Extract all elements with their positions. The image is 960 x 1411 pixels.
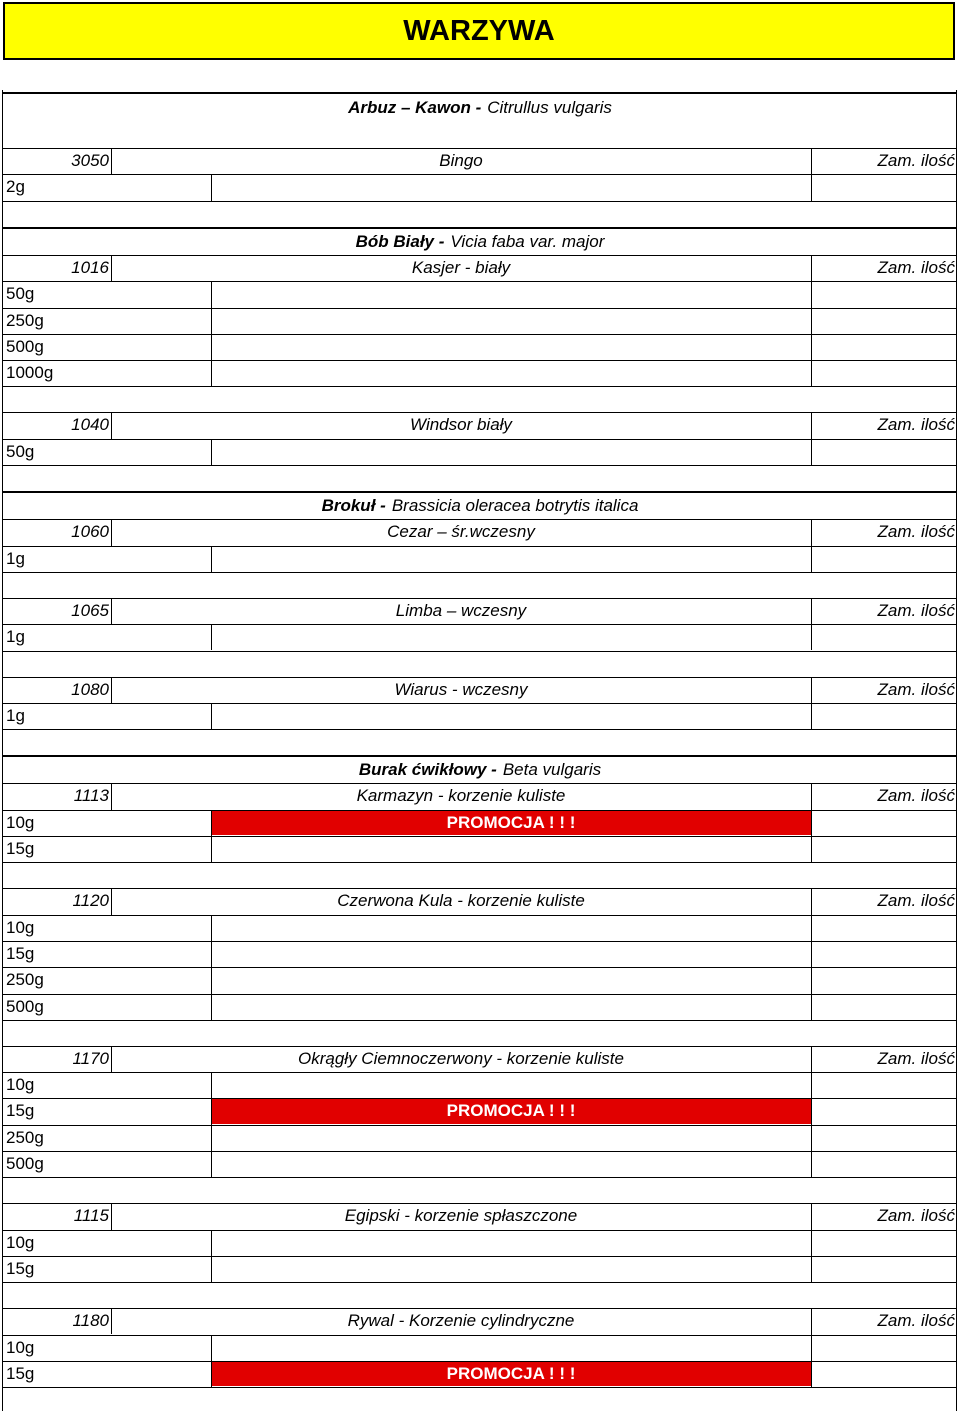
- package-row: [3, 967, 957, 993]
- order-quantity-input[interactable]: [811, 334, 957, 360]
- order-quantity-input[interactable]: [811, 915, 957, 941]
- species-common-name: Burak ćwikłowy -: [358, 760, 497, 780]
- species-latin-name: Brassicia oleracea botrytis italica: [391, 496, 639, 515]
- grid-line: [811, 519, 812, 572]
- order-quantity-input[interactable]: [811, 1335, 957, 1361]
- order-quantity-input[interactable]: [811, 624, 957, 650]
- package-weight: 15g: [6, 1258, 35, 1278]
- grid-line: [811, 677, 812, 730]
- package-weight: 250g: [6, 310, 44, 330]
- order-quantity-input[interactable]: [811, 810, 957, 836]
- grid-line: [211, 546, 212, 572]
- package-weight: 15g: [6, 839, 35, 858]
- variety-name: Wiarus - wczesny: [394, 679, 528, 699]
- grid-line: [3, 729, 957, 730]
- order-quantity-input[interactable]: [811, 308, 957, 334]
- grid-line: [3, 862, 957, 863]
- order-quantity-label: Zam. ilość: [877, 600, 955, 620]
- package-row: [3, 1072, 957, 1098]
- species-header: [3, 493, 957, 519]
- package-row: [3, 1230, 957, 1256]
- grid-line: [111, 783, 112, 809]
- variety-code: 3050: [71, 151, 109, 170]
- grid-line: [3, 651, 957, 652]
- variety-code: 1080: [71, 679, 109, 699]
- variety-header: [3, 677, 957, 703]
- variety-name: Czerwona Kula - korzenie kuliste: [337, 891, 585, 911]
- species-common-name: Arbuz – Kawon -: [348, 98, 482, 117]
- grid-line: [111, 677, 112, 703]
- grid-line: [3, 1177, 957, 1178]
- species-common-name: Bób Biały -: [355, 231, 445, 251]
- order-quantity-input[interactable]: [811, 281, 957, 307]
- package-row: [3, 915, 957, 941]
- order-quantity-label: Zam. ilość: [877, 522, 955, 542]
- grid-line: [811, 888, 812, 1020]
- variety-code: 1115: [73, 1206, 109, 1226]
- variety-name: Limba – wczesny: [395, 600, 527, 620]
- variety-code: 1170: [72, 1048, 109, 1068]
- variety-header: [3, 255, 957, 281]
- package-row: [3, 1125, 957, 1151]
- variety-header: [3, 1046, 957, 1072]
- package-weight: 1g: [6, 627, 25, 647]
- variety-name: Karmazyn - korzenie kuliste: [356, 786, 566, 806]
- grid-line: [211, 281, 212, 386]
- variety-code: 1040: [71, 415, 109, 435]
- grid-line: [111, 148, 112, 174]
- package-weight: 500g: [6, 1154, 44, 1173]
- package-weight: 500g: [6, 996, 44, 1016]
- order-quantity-input[interactable]: [811, 439, 957, 465]
- order-quantity-label: Zam. ilość: [877, 257, 955, 277]
- grid-line: [111, 1308, 112, 1334]
- species-name: [3, 94, 957, 122]
- species-latin-name: Vicia faba var. major: [450, 231, 605, 251]
- package-row: [3, 281, 957, 307]
- grid-line: [111, 888, 112, 914]
- grid-line: [3, 572, 957, 573]
- package-row: [3, 360, 957, 386]
- package-row: [3, 810, 957, 836]
- package-row: [3, 308, 957, 334]
- package-row: [3, 439, 957, 465]
- package-weight: 500g: [6, 336, 44, 356]
- variety-header: [3, 1308, 957, 1334]
- species-header: [3, 229, 957, 255]
- grid-line: [3, 465, 957, 466]
- order-quantity-input[interactable]: [811, 1072, 957, 1098]
- promo-banner: PROMOCJA ! ! !: [211, 811, 811, 835]
- order-quantity-input[interactable]: [811, 836, 957, 862]
- package-weight: 15g: [6, 943, 35, 963]
- order-quantity-input[interactable]: [811, 360, 957, 386]
- order-quantity-label: Zam. ilość: [877, 1311, 955, 1331]
- grid-line: [111, 255, 112, 281]
- variety-name: Windsor biały: [410, 415, 512, 435]
- grid-line: [811, 1203, 812, 1282]
- grid-line: [111, 1203, 112, 1229]
- order-quantity-input[interactable]: [811, 967, 957, 993]
- variety-header: [3, 783, 957, 809]
- package-row: [3, 546, 957, 572]
- grid-line: [811, 783, 812, 862]
- package-row: [3, 174, 957, 200]
- order-quantity-input[interactable]: [811, 941, 957, 967]
- package-weight: 250g: [6, 1127, 44, 1147]
- page-title: WARZYWA: [3, 2, 955, 60]
- grid-line: [111, 519, 112, 545]
- order-quantity-input[interactable]: [811, 1361, 957, 1387]
- grid-line: [211, 174, 212, 200]
- variety-name: Bingo: [439, 151, 483, 170]
- species-common-name: Brokuł -: [321, 496, 386, 515]
- package-row: [3, 1335, 957, 1361]
- package-row: [3, 1098, 957, 1124]
- order-quantity-label: Zam. ilość: [877, 1206, 955, 1226]
- variety-header: [3, 598, 957, 624]
- grid-line: [211, 439, 212, 465]
- package-row: [3, 836, 957, 862]
- variety-name: Kasjer - biały: [411, 257, 511, 277]
- grid-line: [811, 598, 812, 651]
- variety-code: 1113: [73, 786, 109, 806]
- variety-code: 1180: [72, 1311, 109, 1331]
- package-row: [3, 1151, 957, 1177]
- grid-line: [2, 90, 3, 1411]
- package-weight: 10g: [6, 1232, 35, 1252]
- package-weight: 50g: [6, 441, 35, 461]
- order-quantity-input[interactable]: [811, 546, 957, 572]
- species-name: [3, 493, 957, 519]
- species-latin-name: Citrullus vulgaris: [487, 98, 612, 117]
- species-header: [3, 94, 957, 122]
- order-quantity-input[interactable]: [811, 1256, 957, 1282]
- order-quantity-label: Zam. ilość: [877, 786, 955, 806]
- grid-line: [111, 598, 112, 624]
- package-weight: 1000g: [6, 363, 54, 383]
- variety-header: [3, 148, 957, 174]
- promo-banner: PROMOCJA ! ! !: [211, 1362, 811, 1386]
- package-row: [3, 994, 957, 1020]
- variety-header: [3, 1203, 957, 1229]
- grid-line: [811, 1046, 812, 1178]
- variety-header: [3, 412, 957, 438]
- order-quantity-input[interactable]: [811, 174, 957, 200]
- package-weight: 50g: [6, 284, 35, 304]
- grid-line: [811, 255, 812, 387]
- grid-line: [811, 148, 812, 201]
- package-row: [3, 1256, 957, 1282]
- package-weight: 15g: [6, 1363, 35, 1383]
- grid-line: [211, 624, 212, 650]
- promo-banner: PROMOCJA ! ! !: [211, 1099, 811, 1123]
- package-row: [3, 941, 957, 967]
- order-quantity-input[interactable]: [811, 1230, 957, 1256]
- grid-line: [111, 412, 112, 438]
- grid-line: [811, 412, 812, 465]
- grid-line: [3, 201, 957, 202]
- variety-code: 1016: [71, 257, 109, 277]
- order-quantity-input[interactable]: [811, 1125, 957, 1151]
- grid-line: [811, 1308, 812, 1387]
- order-quantity-label: Zam. ilość: [877, 891, 955, 911]
- grid-line: [211, 810, 212, 863]
- package-row: [3, 703, 957, 729]
- variety-code: 1060: [71, 522, 109, 542]
- grid-line: [3, 1020, 957, 1021]
- grid-line: [211, 1335, 212, 1388]
- grid-line: [3, 1282, 957, 1283]
- species-name: [3, 229, 957, 255]
- species-name: [3, 757, 957, 783]
- order-quantity-input[interactable]: [811, 1098, 957, 1124]
- package-weight: 1g: [6, 705, 25, 725]
- package-row: [3, 1361, 957, 1387]
- variety-header: [3, 519, 957, 545]
- grid-line: [3, 386, 957, 387]
- order-quantity-input[interactable]: [811, 994, 957, 1020]
- order-quantity-label: Zam. ilość: [877, 415, 955, 435]
- variety-code: 1120: [72, 891, 109, 911]
- package-weight: 10g: [6, 1075, 35, 1095]
- variety-name: Egipski - korzenie spłaszczone: [344, 1206, 578, 1226]
- species-latin-name: Beta vulgaris: [502, 760, 602, 780]
- variety-name: Cezar – śr.wczesny: [387, 522, 535, 542]
- package-row: [3, 334, 957, 360]
- order-quantity-input[interactable]: [811, 1151, 957, 1177]
- variety-header: [3, 888, 957, 914]
- package-row: [3, 624, 957, 650]
- variety-name: Rywal - Korzenie cylindryczne: [347, 1311, 575, 1331]
- order-quantity-label: Zam. ilość: [877, 151, 955, 170]
- variety-name: Okrągły Ciemnoczerwony - korzenie kuliste: [298, 1048, 624, 1068]
- species-header: [3, 757, 957, 783]
- grid-line: [211, 1072, 212, 1177]
- grid-line: [211, 1230, 212, 1283]
- package-weight: 250g: [6, 970, 44, 990]
- grid-line: [111, 1046, 112, 1072]
- package-weight: 10g: [6, 1337, 35, 1357]
- package-weight: 10g: [6, 917, 35, 937]
- grid-line: [211, 915, 212, 1020]
- variety-code: 1065: [71, 600, 109, 620]
- order-quantity-input[interactable]: [811, 703, 957, 729]
- order-quantity-label: Zam. ilość: [877, 1048, 955, 1068]
- order-quantity-label: Zam. ilość: [877, 679, 955, 699]
- package-weight: 1g: [6, 548, 25, 568]
- grid-line: [211, 703, 212, 729]
- grid-line: [956, 90, 957, 1411]
- package-weight: 15g: [6, 1101, 35, 1121]
- package-weight: 2g: [6, 177, 25, 197]
- package-weight: 10g: [6, 812, 35, 832]
- grid-line: [3, 1387, 957, 1388]
